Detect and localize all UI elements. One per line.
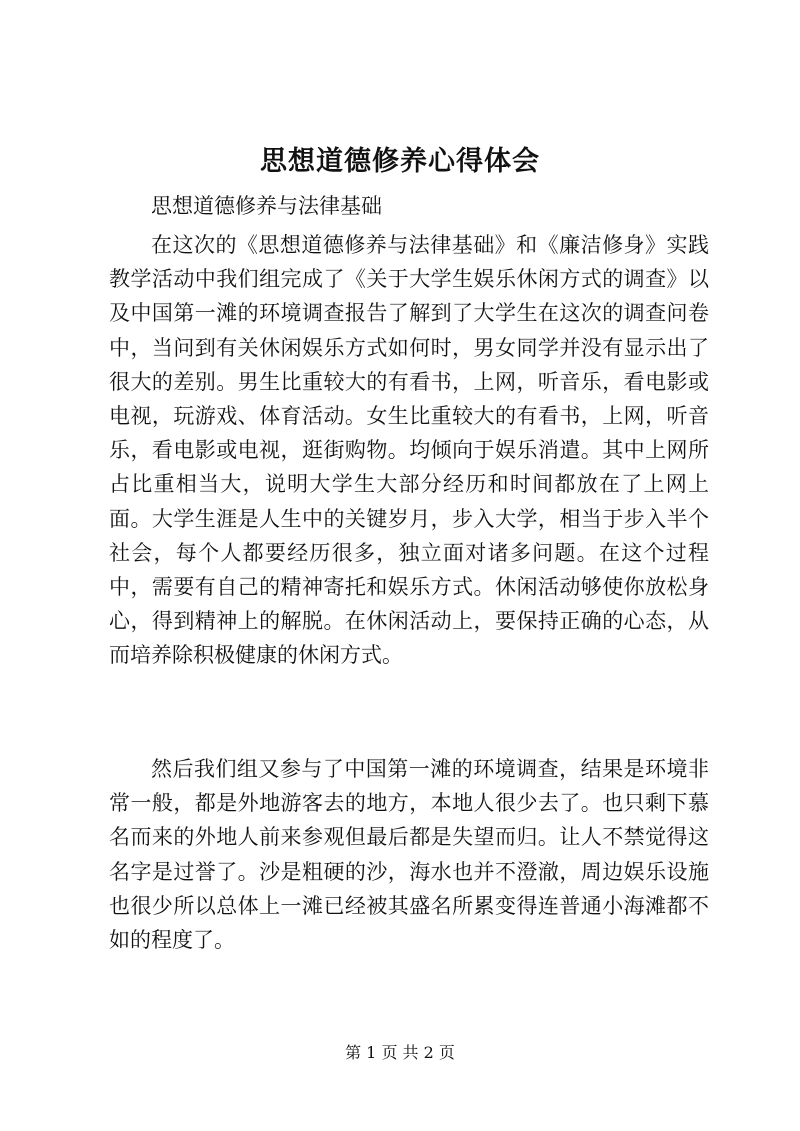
page-number-footer: 第 1 页 共 2 页 (345, 1043, 455, 1062)
page-title: 思想道德修养心得体会 (260, 146, 540, 177)
body-paragraph-1: 在这次的《思想道德修养与法律基础》和《廉洁修身》实践教学活动中我们组完成了《关于大学生娱乐休闲方式的调查》以及中国第一滩的环境调查报告了解到了大学生在这次的调查问卷中，当问到有关休闲娱乐方式如何时，男女同学并没有显示出了很大的差别。男生比重较大的有看书，上网，听音乐，看电影或电视，玩游戏、体育活动。女生比重较大的有看书，上网，听音乐，看电影或电视，逛街购物。均倾向于娱乐消遣。其中上网所占比重相当大，说明大学生大部分经历和时间都放在了上网上面。大学生涯是人生中的关键岁月，步入大学，相当于步入半个社会，每个人都要经历很多，独立面对诸多问题。在这个过程中，需要有自己的精神寄托和娱乐方式。休闲活动够使你放松身心，得到精神上的解脱。在休闲活动上，要保持正确的心态，从而培养除积极健康的休闲方式。 (109, 233, 709, 668)
body-paragraph-2: 然后我们组又参与了中国第一滩的环境调查，结果是环境非常一般，都是外地游客去的地方，本地人很少去了。也只剩下慕名而来的外地人前来参观但最后都是失望而归。让人不禁觉得这名字是过誉了。沙是粗硬的沙，海水也并不澄澈，周边娱乐设施也很少所以总体上一滩已经被其盛名所累变得连普通小海滩都不如的程度了。 (109, 757, 709, 953)
document-subtitle: 思想道德修养与法律基础 (151, 194, 382, 218)
